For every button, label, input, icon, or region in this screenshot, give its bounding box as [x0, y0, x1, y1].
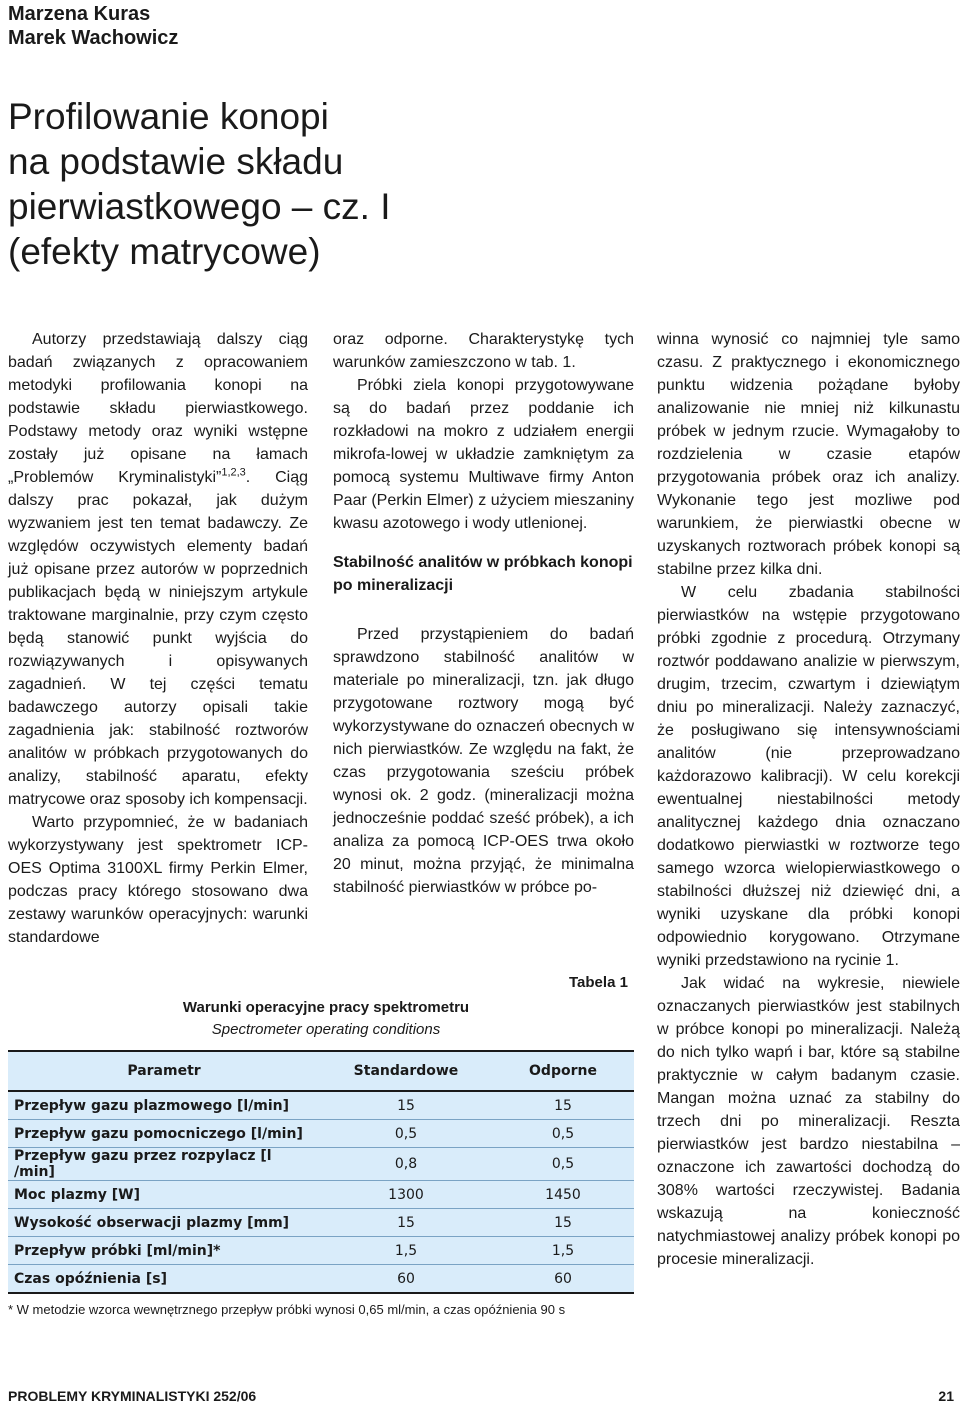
table-row	[8, 1181, 634, 1209]
table-caption-polish: Warunki operacyjne pracy spektrometru	[182, 999, 470, 1016]
column-header: Parametr	[8, 1051, 320, 1091]
paragraph: winna wynosić co najmniej tyle samo czasu. Z praktycznego i ekonomicznego punktu widzenia pożądane byłoby analizowanie nie mniej niż kilkunastu próbek w jednym rzucie. Wymagałoby to rozdzielenia w czasie etapów przygotowania próbek oraz ich analizy. Wykonanie tego jest mozliwe pod warunkiem, że pierwiastki obecne w uzyskanych roztworach próbek konopi są stabilne przez kilka dni.	[657, 331, 960, 578]
paragraph-text: . Ciąg dalszy prac pokazał, jak dużym wyzwaniem jest ten temat badawczy. Ze względów oczywistych elementy badań już opisane przez autorów w poprzednich publikacjach będą w niniejszym artykule traktowane marginalnie, przy czym często będą stanowić punkt wyjścia do rozwiązywanych i opisywanych zagadnień. W tej części tematu badawczego autorzy opisali takie zagadnienia jak: stabilność roztworów analitów w próbkach przygotowanych do analizy, stabilność aparatu, efekty matrycowe oraz sposoby ich kompensacji.	[8, 469, 308, 808]
table-cell: 1300	[320, 1181, 492, 1209]
column-header: Odporne	[492, 1051, 634, 1091]
column-header: Standardowe	[320, 1051, 492, 1091]
paragraph: Jak widać na wykresie, niewiele oznaczanych pierwiastków jest stabilnych w próbce konopi po mineralizacji. Należą do nich tylko wapń i bar, które są stabilne praktycznie w całym badanym czasie. Mangan można uznać za stabilny do trzech dni po mineralizacji. Reszta pierwiastków jest bardzo niestabilna – oznaczone ich zawartości dochodzą do 308% wartości rzeczywistej. Badania wskazują na konieczność natychmiastowej analizy próbek konopi po procesie mineralizacji.	[657, 975, 960, 1268]
table-row	[8, 1209, 634, 1237]
table-row	[8, 1237, 634, 1265]
table-cell: Przepływ gazu plazmowego [l/min]	[8, 1091, 320, 1120]
citation-superscript: 1,2,3	[221, 466, 246, 479]
paragraph: Przed przystąpieniem do badań sprawdzono stabilność analitów w materiale po mineralizacji, tzn. jak długo przygotowane roztwory mogą być wykorzystywane do oznaczeń obecnych w nich pierwiastków. Ze względu na fakt, że czas przygotowania sześciu próbek wynosi ok. 2 godz. (mineralizacji można jednocześnie poddać sześć próbek), a ich analiza za pomocą ICP-OES trwa około 20 minut, można przyjąć, że minimalna stabilność pierwiastków w próbce po-	[333, 626, 634, 896]
table-cell: 15	[320, 1209, 492, 1237]
table-cell: Przepływ gazu przez rozpylacz [l /min]	[8, 1148, 320, 1181]
table-cell: 0,8	[320, 1148, 492, 1181]
article-title	[8, 94, 528, 274]
page-number: 21	[938, 1388, 954, 1404]
paragraph-text: Autorzy przedstawiają dalszy ciąg badań związanych z opracowaniem metodyki profilowania konopi na podstawie składu pierwiastkowego. Podstawy metody oraz wyniki wstępne zostały już opisane na łamach „Problemów Kryminalistyki”	[8, 331, 308, 486]
table-cell: 60	[492, 1265, 634, 1294]
table-cell: Wysokość obserwacji plazmy [mm]	[8, 1209, 320, 1237]
table-cell: 15	[320, 1091, 492, 1120]
table-cell: Czas opóźnienia [s]	[8, 1265, 320, 1294]
title-line: pierwiastkowego – cz. I	[8, 186, 391, 227]
table-cell: Moc plazmy [W]	[8, 1181, 320, 1209]
text-column-1	[8, 328, 308, 949]
paragraph: Próbki ziela konopi przygotowywane są do badań przez poddanie ich rozkładowi na mokro z udziałem energii mikrofa-lowej w układzie zamkniętym za pomocą systemu Multiwave firmy Anton Paar (Perkin Elmer) z użyciem mieszaniny kwasu azotowego i wody utlenionej.	[333, 377, 634, 532]
table-cell: 1450	[492, 1181, 634, 1209]
title-line: (efekty matrycowe)	[8, 231, 321, 272]
table-cell: 1,5	[492, 1237, 634, 1265]
authors-block	[8, 2, 178, 50]
author-name: Marzena Kuras	[8, 3, 151, 25]
table-cell: 15	[492, 1209, 634, 1237]
table-cell: 0,5	[492, 1120, 634, 1148]
table-cell: 1,5	[320, 1237, 492, 1265]
spectrometer-conditions-table	[8, 1050, 634, 1294]
table-header-row	[8, 1051, 634, 1091]
text-column-2	[333, 328, 634, 899]
table-row	[8, 1148, 634, 1181]
paragraph	[8, 328, 308, 811]
table-label: Tabela 1	[569, 974, 628, 991]
table-row	[8, 1265, 634, 1294]
paragraph: W celu zbadania stabilności pierwiastków na wstępie przygotowano próbki zgodnie z procedurą. Otrzymany roztwór poddawano analizie w pierwszym, drugim, trzecim, czwartym i dziewiątym dniu po mineralizacji. Należy zaznaczyć, że posługiwano się intensywnościami analitów (nie przeprowadzano każdorazowo kalibracji). W celu korekcji ewentualnej niestabilności metody analitycznej każdego dnia oznaczano dodatkowo pierwiastki w roztworze tego samego wzorca wielopierwiastkowego o stabilności dłuższej niż dziewięć dni, a wyniki uzyskane dla próbki konopi odpowiednio korygowano. Otrzymane wyniki przedstawiono na rycinie 1.	[657, 584, 960, 969]
table-cell: Przepływ próbki [ml/min]*	[8, 1237, 320, 1265]
author-name: Marek Wachowicz	[8, 27, 179, 49]
table-row	[8, 1120, 634, 1148]
table-cell: 15	[492, 1091, 634, 1120]
journal-footer: PROBLEMY KRYMINALISTYKI 252/06	[8, 1388, 257, 1404]
title-line: Profilowanie konopi	[8, 96, 329, 137]
table-cell: 60	[320, 1265, 492, 1294]
section-heading: Stabilność analitów w próbkach konopi po mineralizacji	[333, 554, 633, 594]
table-caption-english: Spectrometer operating conditions	[211, 1021, 441, 1038]
table-cell: Przepływ gazu pomocniczego [l/min]	[8, 1120, 320, 1148]
table-cell: 0,5	[492, 1148, 634, 1181]
paragraph: oraz odporne. Charakterystykę tych warunków zamieszczono w tab. 1.	[333, 331, 634, 371]
text-column-3	[657, 328, 960, 1271]
table-cell: 0,5	[320, 1120, 492, 1148]
table-footnote: * W metodzie wzorca wewnętrznego przepływ próbki wynosi 0,65 ml/min, a czas opóźnienia 90 s	[8, 1302, 566, 1317]
table-caption	[8, 997, 954, 1041]
title-line: na podstawie składu	[8, 141, 344, 182]
paragraph: Warto przypomnieć, że w badaniach wykorzystywany jest spektrometr ICP-OES Optima 3100XL firmy Perkin Elmer, podczas pracy którego stosowano dwa zestawy warunków operacyjnych: warunki standardowe	[8, 814, 308, 946]
table-row	[8, 1091, 634, 1120]
